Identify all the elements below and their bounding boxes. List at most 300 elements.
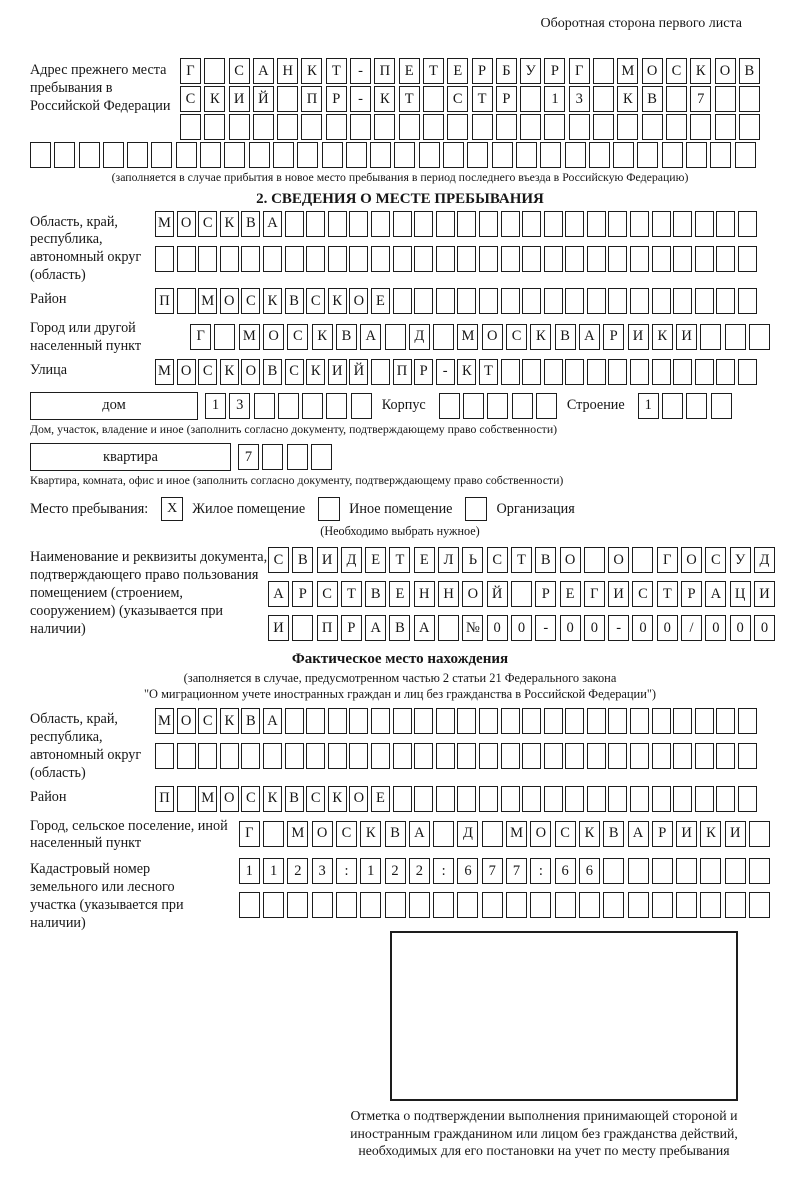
char-box[interactable]: С — [287, 324, 308, 350]
char-box[interactable] — [479, 708, 498, 734]
char-box[interactable] — [263, 743, 282, 769]
char-box[interactable] — [522, 708, 541, 734]
char-box[interactable] — [472, 114, 493, 140]
char-box[interactable] — [716, 288, 735, 314]
char-box[interactable] — [371, 708, 390, 734]
char-box[interactable] — [630, 786, 649, 812]
char-box[interactable] — [630, 743, 649, 769]
char-box[interactable] — [739, 114, 760, 140]
char-box[interactable] — [482, 821, 503, 847]
char-box[interactable] — [608, 288, 627, 314]
char-box[interactable] — [292, 615, 313, 641]
char-box[interactable]: Т — [511, 547, 532, 573]
char-box[interactable] — [371, 246, 390, 272]
char-box[interactable] — [482, 892, 503, 918]
char-box[interactable] — [177, 288, 196, 314]
char-box[interactable] — [630, 211, 649, 237]
char-box[interactable]: Й — [487, 581, 508, 607]
char-box[interactable] — [326, 393, 347, 419]
char-box[interactable]: С — [198, 359, 217, 385]
char-box[interactable] — [436, 708, 455, 734]
char-box[interactable]: С — [229, 58, 250, 84]
char-box[interactable]: М — [457, 324, 478, 350]
char-box[interactable]: К — [700, 821, 721, 847]
char-box[interactable] — [306, 211, 325, 237]
char-box[interactable] — [393, 211, 412, 237]
char-box[interactable]: В — [263, 359, 282, 385]
char-box[interactable] — [371, 211, 390, 237]
char-box[interactable] — [394, 142, 415, 168]
char-box[interactable] — [589, 142, 610, 168]
char-box[interactable]: Б — [496, 58, 517, 84]
char-box[interactable]: - — [608, 615, 629, 641]
char-box[interactable] — [155, 743, 174, 769]
char-box[interactable] — [700, 892, 721, 918]
char-box[interactable] — [632, 547, 653, 573]
char-box[interactable] — [457, 786, 476, 812]
char-box[interactable]: В — [535, 547, 556, 573]
char-box[interactable]: 0 — [487, 615, 508, 641]
char-box[interactable] — [565, 288, 584, 314]
char-box[interactable] — [374, 114, 395, 140]
char-box[interactable]: - — [535, 615, 556, 641]
char-box[interactable] — [457, 211, 476, 237]
char-box[interactable] — [695, 708, 714, 734]
char-box[interactable]: М — [198, 288, 217, 314]
char-box[interactable] — [700, 858, 721, 884]
char-box[interactable] — [544, 288, 563, 314]
char-box[interactable]: О — [349, 288, 368, 314]
char-box[interactable] — [673, 743, 692, 769]
char-box[interactable]: Ь — [462, 547, 483, 573]
char-box[interactable] — [516, 142, 537, 168]
char-box[interactable] — [287, 892, 308, 918]
char-box[interactable] — [673, 786, 692, 812]
char-box[interactable]: Р — [414, 359, 433, 385]
char-box[interactable] — [690, 114, 711, 140]
char-box[interactable] — [544, 786, 563, 812]
char-box[interactable] — [695, 211, 714, 237]
char-box[interactable]: Т — [423, 58, 444, 84]
char-box[interactable]: 1 — [239, 858, 260, 884]
char-box[interactable] — [652, 858, 673, 884]
char-box[interactable] — [540, 142, 561, 168]
char-box[interactable] — [436, 246, 455, 272]
char-box[interactable]: С — [198, 708, 217, 734]
char-box[interactable] — [584, 547, 605, 573]
char-box[interactable]: Р — [652, 821, 673, 847]
char-box[interactable]: В — [389, 615, 410, 641]
char-box[interactable]: Д — [409, 324, 430, 350]
char-box[interactable] — [749, 858, 770, 884]
char-box[interactable] — [239, 892, 260, 918]
char-box[interactable]: В — [555, 324, 576, 350]
char-box[interactable] — [198, 246, 217, 272]
char-box[interactable]: 3 — [312, 858, 333, 884]
char-box[interactable] — [587, 786, 606, 812]
char-box[interactable] — [725, 892, 746, 918]
char-box[interactable] — [346, 142, 367, 168]
char-box[interactable]: Й — [253, 86, 274, 112]
char-box[interactable] — [749, 821, 770, 847]
char-box[interactable] — [328, 246, 347, 272]
char-box[interactable] — [587, 211, 606, 237]
char-box[interactable] — [457, 288, 476, 314]
char-box[interactable] — [735, 142, 756, 168]
char-box[interactable] — [676, 858, 697, 884]
char-box[interactable] — [263, 246, 282, 272]
char-box[interactable]: О — [263, 324, 284, 350]
char-box[interactable] — [613, 142, 634, 168]
char-box[interactable]: П — [301, 86, 322, 112]
char-box[interactable]: О — [220, 288, 239, 314]
char-box[interactable] — [666, 114, 687, 140]
char-box[interactable] — [487, 393, 508, 419]
stay-type-checkbox-residential[interactable]: X — [161, 497, 183, 521]
char-box[interactable] — [587, 743, 606, 769]
char-box[interactable] — [565, 359, 584, 385]
char-box[interactable] — [287, 444, 308, 470]
char-box[interactable] — [716, 786, 735, 812]
char-box[interactable]: В — [285, 786, 304, 812]
char-box[interactable]: Л — [438, 547, 459, 573]
char-box[interactable] — [642, 114, 663, 140]
char-box[interactable] — [673, 708, 692, 734]
char-box[interactable]: № — [462, 615, 483, 641]
char-box[interactable] — [725, 858, 746, 884]
char-box[interactable] — [738, 359, 757, 385]
char-box[interactable]: О — [177, 708, 196, 734]
char-box[interactable]: Т — [389, 547, 410, 573]
char-box[interactable] — [617, 114, 638, 140]
char-box[interactable] — [177, 246, 196, 272]
char-box[interactable]: А — [628, 821, 649, 847]
char-box[interactable]: С — [241, 786, 260, 812]
char-box[interactable] — [263, 821, 284, 847]
char-box[interactable]: И — [317, 547, 338, 573]
char-box[interactable]: Т — [399, 86, 420, 112]
char-box[interactable]: К — [530, 324, 551, 350]
char-box[interactable]: 2 — [287, 858, 308, 884]
char-box[interactable] — [423, 114, 444, 140]
char-box[interactable] — [393, 786, 412, 812]
char-box[interactable] — [738, 743, 757, 769]
char-box[interactable] — [587, 288, 606, 314]
house-type-box[interactable]: дом — [30, 392, 198, 420]
char-box[interactable]: С — [555, 821, 576, 847]
char-box[interactable]: 7 — [690, 86, 711, 112]
char-box[interactable]: - — [350, 86, 371, 112]
char-box[interactable] — [565, 211, 584, 237]
char-box[interactable]: Е — [414, 547, 435, 573]
char-box[interactable]: Г — [190, 324, 211, 350]
char-box[interactable]: У — [520, 58, 541, 84]
char-box[interactable] — [522, 786, 541, 812]
char-box[interactable]: 3 — [569, 86, 590, 112]
char-box[interactable] — [662, 142, 683, 168]
char-box[interactable] — [630, 359, 649, 385]
char-box[interactable]: К — [263, 786, 282, 812]
char-box[interactable]: О — [312, 821, 333, 847]
char-box[interactable] — [285, 708, 304, 734]
char-box[interactable]: И — [608, 581, 629, 607]
char-box[interactable] — [436, 786, 455, 812]
char-box[interactable] — [520, 86, 541, 112]
char-box[interactable] — [544, 743, 563, 769]
char-box[interactable] — [522, 743, 541, 769]
char-box[interactable]: В — [385, 821, 406, 847]
char-box[interactable]: К — [220, 359, 239, 385]
char-box[interactable] — [385, 892, 406, 918]
char-box[interactable] — [457, 708, 476, 734]
char-box[interactable]: 0 — [657, 615, 678, 641]
char-box[interactable] — [608, 359, 627, 385]
char-box[interactable]: С — [285, 359, 304, 385]
char-box[interactable] — [522, 288, 541, 314]
char-box[interactable] — [492, 142, 513, 168]
char-box[interactable]: К — [579, 821, 600, 847]
char-box[interactable] — [436, 288, 455, 314]
char-box[interactable]: К — [374, 86, 395, 112]
char-box[interactable] — [436, 211, 455, 237]
char-box[interactable]: П — [393, 359, 412, 385]
char-box[interactable]: А — [705, 581, 726, 607]
char-box[interactable] — [608, 786, 627, 812]
char-box[interactable] — [414, 786, 433, 812]
char-box[interactable]: 3 — [229, 393, 250, 419]
char-box[interactable] — [652, 211, 671, 237]
char-box[interactable] — [436, 743, 455, 769]
char-box[interactable]: К — [360, 821, 381, 847]
char-box[interactable]: О — [241, 359, 260, 385]
char-box[interactable] — [716, 359, 735, 385]
char-box[interactable] — [306, 708, 325, 734]
char-box[interactable] — [738, 211, 757, 237]
char-box[interactable] — [224, 142, 245, 168]
char-box[interactable]: 1 — [638, 393, 659, 419]
char-box[interactable] — [715, 114, 736, 140]
char-box[interactable] — [322, 142, 343, 168]
char-box[interactable] — [711, 393, 732, 419]
char-box[interactable]: А — [409, 821, 430, 847]
char-box[interactable] — [399, 114, 420, 140]
char-box[interactable] — [54, 142, 75, 168]
char-box[interactable] — [652, 892, 673, 918]
char-box[interactable]: Т — [341, 581, 362, 607]
char-box[interactable] — [443, 142, 464, 168]
char-box[interactable] — [749, 324, 770, 350]
char-box[interactable]: С — [336, 821, 357, 847]
char-box[interactable] — [285, 743, 304, 769]
char-box[interactable] — [103, 142, 124, 168]
char-box[interactable]: С — [241, 288, 260, 314]
char-box[interactable] — [328, 743, 347, 769]
char-box[interactable]: М — [617, 58, 638, 84]
char-box[interactable] — [501, 211, 520, 237]
char-box[interactable]: 1 — [263, 858, 284, 884]
char-box[interactable] — [463, 393, 484, 419]
char-box[interactable] — [603, 858, 624, 884]
char-box[interactable] — [204, 114, 225, 140]
char-box[interactable] — [565, 708, 584, 734]
char-box[interactable]: / — [681, 615, 702, 641]
char-box[interactable]: И — [229, 86, 250, 112]
char-box[interactable] — [393, 743, 412, 769]
char-box[interactable] — [151, 142, 172, 168]
char-box[interactable]: А — [360, 324, 381, 350]
char-box[interactable]: К — [306, 359, 325, 385]
char-box[interactable] — [349, 246, 368, 272]
char-box[interactable]: Й — [349, 359, 368, 385]
char-box[interactable]: К — [652, 324, 673, 350]
char-box[interactable]: В — [603, 821, 624, 847]
char-box[interactable]: О — [220, 786, 239, 812]
char-box[interactable] — [716, 743, 735, 769]
char-box[interactable] — [512, 393, 533, 419]
char-box[interactable] — [716, 246, 735, 272]
char-box[interactable] — [277, 86, 298, 112]
char-box[interactable] — [414, 708, 433, 734]
char-box[interactable]: О — [530, 821, 551, 847]
char-box[interactable] — [479, 743, 498, 769]
char-box[interactable] — [587, 359, 606, 385]
char-box[interactable] — [652, 786, 671, 812]
char-box[interactable] — [501, 743, 520, 769]
char-box[interactable] — [536, 393, 557, 419]
char-box[interactable] — [710, 142, 731, 168]
char-box[interactable] — [285, 211, 304, 237]
char-box[interactable]: 0 — [705, 615, 726, 641]
char-box[interactable] — [587, 708, 606, 734]
char-box[interactable] — [569, 114, 590, 140]
char-box[interactable] — [628, 858, 649, 884]
char-box[interactable] — [603, 892, 624, 918]
char-box[interactable]: К — [204, 86, 225, 112]
char-box[interactable] — [511, 581, 532, 607]
char-box[interactable]: М — [198, 786, 217, 812]
char-box[interactable] — [520, 114, 541, 140]
char-box[interactable] — [351, 393, 372, 419]
char-box[interactable] — [326, 114, 347, 140]
char-box[interactable]: Г — [239, 821, 260, 847]
char-box[interactable] — [467, 142, 488, 168]
char-box[interactable]: Г — [657, 547, 678, 573]
char-box[interactable] — [419, 142, 440, 168]
char-box[interactable] — [414, 246, 433, 272]
char-box[interactable] — [544, 114, 565, 140]
char-box[interactable] — [544, 708, 563, 734]
char-box[interactable] — [544, 211, 563, 237]
char-box[interactable]: М — [506, 821, 527, 847]
char-box[interactable] — [433, 821, 454, 847]
char-box[interactable] — [370, 142, 391, 168]
char-box[interactable]: Д — [341, 547, 362, 573]
char-box[interactable] — [628, 892, 649, 918]
char-box[interactable] — [263, 892, 284, 918]
char-box[interactable]: В — [336, 324, 357, 350]
char-box[interactable]: 0 — [632, 615, 653, 641]
char-box[interactable]: Д — [754, 547, 775, 573]
char-box[interactable]: Г — [584, 581, 605, 607]
char-box[interactable] — [522, 359, 541, 385]
char-box[interactable] — [501, 708, 520, 734]
char-box[interactable]: К — [457, 359, 476, 385]
char-box[interactable] — [565, 786, 584, 812]
char-box[interactable] — [544, 246, 563, 272]
char-box[interactable]: 2 — [385, 858, 406, 884]
char-box[interactable] — [241, 743, 260, 769]
char-box[interactable] — [360, 892, 381, 918]
char-box[interactable]: Р — [472, 58, 493, 84]
char-box[interactable]: К — [220, 708, 239, 734]
char-box[interactable] — [393, 708, 412, 734]
char-box[interactable]: И — [676, 324, 697, 350]
char-box[interactable] — [312, 892, 333, 918]
char-box[interactable] — [506, 892, 527, 918]
char-box[interactable]: С — [306, 288, 325, 314]
char-box[interactable]: Е — [365, 547, 386, 573]
char-box[interactable]: 0 — [754, 615, 775, 641]
char-box[interactable] — [457, 246, 476, 272]
char-box[interactable] — [241, 246, 260, 272]
char-box[interactable]: А — [268, 581, 289, 607]
char-box[interactable]: В — [241, 211, 260, 237]
char-box[interactable] — [565, 246, 584, 272]
char-box[interactable]: Г — [180, 58, 201, 84]
char-box[interactable] — [673, 288, 692, 314]
char-box[interactable] — [673, 246, 692, 272]
char-box[interactable]: Е — [371, 786, 390, 812]
char-box[interactable] — [593, 86, 614, 112]
char-box[interactable] — [479, 246, 498, 272]
char-box[interactable] — [278, 393, 299, 419]
char-box[interactable]: Н — [414, 581, 435, 607]
char-box[interactable]: М — [239, 324, 260, 350]
char-box[interactable]: 7 — [238, 444, 259, 470]
char-box[interactable] — [544, 359, 563, 385]
char-box[interactable]: 6 — [579, 858, 600, 884]
char-box[interactable] — [414, 211, 433, 237]
char-box[interactable]: У — [730, 547, 751, 573]
char-box[interactable]: Р — [681, 581, 702, 607]
char-box[interactable] — [739, 86, 760, 112]
char-box[interactable]: С — [506, 324, 527, 350]
char-box[interactable]: С — [198, 211, 217, 237]
char-box[interactable]: А — [579, 324, 600, 350]
char-box[interactable]: Р — [341, 615, 362, 641]
char-box[interactable]: Е — [371, 288, 390, 314]
char-box[interactable] — [127, 142, 148, 168]
char-box[interactable] — [254, 393, 275, 419]
char-box[interactable] — [311, 444, 332, 470]
char-box[interactable]: В — [285, 288, 304, 314]
char-box[interactable]: И — [628, 324, 649, 350]
char-box[interactable] — [738, 288, 757, 314]
char-box[interactable]: С — [180, 86, 201, 112]
char-box[interactable] — [479, 288, 498, 314]
char-box[interactable] — [652, 246, 671, 272]
char-box[interactable]: А — [263, 708, 282, 734]
char-box[interactable]: В — [241, 708, 260, 734]
char-box[interactable]: К — [690, 58, 711, 84]
char-box[interactable] — [530, 892, 551, 918]
char-box[interactable] — [180, 114, 201, 140]
char-box[interactable]: Т — [479, 359, 498, 385]
char-box[interactable] — [336, 892, 357, 918]
char-box[interactable] — [155, 246, 174, 272]
char-box[interactable]: А — [263, 211, 282, 237]
char-box[interactable] — [695, 288, 714, 314]
